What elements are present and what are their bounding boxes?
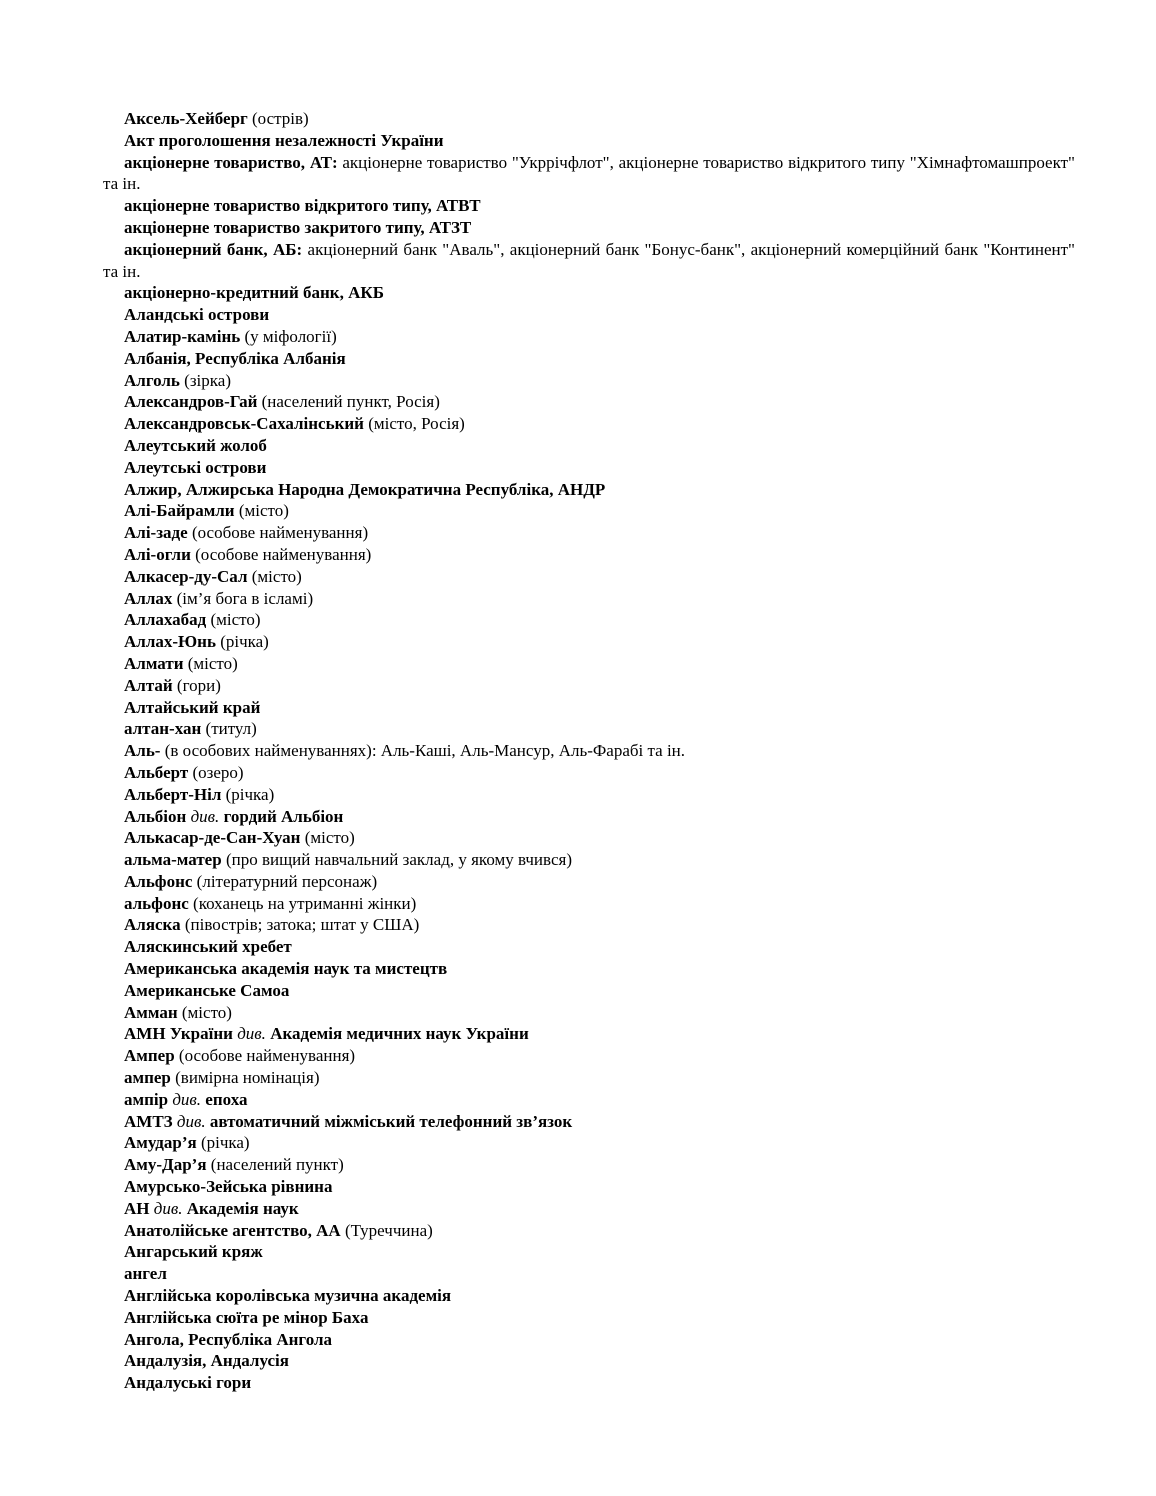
dictionary-entry — [103, 1089, 1075, 1111]
dictionary-entry — [103, 479, 1075, 501]
entry-headword: епоха — [201, 1089, 248, 1109]
entry-reference-marker: див. — [149, 1198, 183, 1218]
dictionary-entry — [103, 391, 1075, 413]
entry-headword: акціонерне товариство відкритого типу, АТВТ — [124, 196, 481, 216]
dictionary-entry — [103, 588, 1075, 610]
entry-note: акціонерний банк "Аваль", акціонерний банк "Бонус-банк", акціонерний комерційний банк "Континент" та ін. — [103, 239, 1075, 281]
dictionary-entry — [103, 1307, 1075, 1329]
entry-headword: Англійська королівська музична академія — [124, 1286, 452, 1306]
entry-headword: Алі-заде — [124, 523, 188, 543]
dictionary-entry — [103, 871, 1075, 893]
dictionary-entry — [103, 806, 1075, 828]
entry-note: (титул) — [201, 719, 257, 739]
entry-headword: альма-матер — [124, 850, 222, 870]
entry-note: (населений пункт, Росія) — [257, 392, 440, 412]
entry-note: (коханець на утриманні жінки) — [188, 893, 417, 913]
entry-headword: АМН України — [124, 1024, 233, 1044]
entry-headword: акціонерне товариство закритого типу, АТЗТ — [124, 217, 472, 237]
dictionary-entry — [103, 1002, 1075, 1024]
entry-headword: Алмати — [124, 653, 184, 673]
entry-note: (в особових найменуваннях): Аль-Каші, Аль-Мансур, Аль-Фарабі та ін. — [160, 741, 686, 761]
entry-headword: Алатир-камінь — [124, 326, 241, 346]
entry-headword: Ампер — [124, 1046, 175, 1066]
dictionary-entry — [103, 1372, 1075, 1394]
entry-note: (місто, Росія) — [363, 414, 465, 434]
entry-note: (літературний персонаж) — [192, 871, 378, 891]
entry-note: (зірка) — [179, 370, 231, 390]
dictionary-entry — [103, 544, 1075, 566]
entry-headword: Алтай — [124, 675, 173, 695]
entry-note: (особове найменування) — [190, 544, 372, 564]
entry-note: акціонерне товариство "Укррічфлот", акціонерне товариство відкритого типу "Хімнафтомашпроект" та ін. — [103, 152, 1075, 194]
dictionary-entry — [103, 282, 1075, 304]
entry-note: (місто) — [247, 566, 302, 586]
entry-headword: Альбіон — [124, 806, 187, 826]
entry-headword: Академія медичних наук України — [265, 1024, 529, 1044]
dictionary-entry — [103, 195, 1075, 217]
entry-note: (ім’я бога в ісламі) — [172, 588, 314, 608]
entry-note: (річка) — [215, 632, 269, 652]
entry-headword: Альберт-Ніл — [124, 784, 222, 804]
entry-headword: Аллах-Юнь — [124, 632, 216, 652]
entry-note: (вимірна номінація) — [170, 1068, 320, 1088]
entry-note: (населений пункт) — [206, 1155, 344, 1175]
entry-note: (півострів; затока; штат у США) — [180, 915, 420, 935]
entry-headword: акціонерний банк, АБ: — [124, 239, 303, 259]
entry-headword: Американська академія наук та мистецтв — [124, 959, 448, 979]
entry-headword: Александровськ-Сахалінський — [124, 414, 364, 434]
dictionary-entry — [103, 152, 1075, 196]
dictionary-entry — [103, 522, 1075, 544]
entry-note: (місто) — [183, 653, 238, 673]
entry-headword: Аллах — [124, 588, 173, 608]
dictionary-entry — [103, 740, 1075, 762]
entry-headword: Алжир, Алжирська Народна Демократична Республіка, АНДР — [124, 479, 606, 499]
entry-headword: Амурсько-Зейська рівнина — [124, 1177, 333, 1197]
entry-note: (озеро) — [188, 762, 244, 782]
entry-headword: Аландські острови — [124, 305, 270, 325]
dictionary-entry — [103, 980, 1075, 1002]
entry-headword: Акт проголошення незалежності України — [124, 130, 444, 150]
dictionary-entry — [103, 849, 1075, 871]
entry-headword: АН — [124, 1198, 150, 1218]
dictionary-entry — [103, 413, 1075, 435]
dictionary-entry — [103, 609, 1075, 631]
dictionary-entry — [103, 435, 1075, 457]
dictionary-entry — [103, 457, 1075, 479]
entry-headword: Аль- — [124, 741, 161, 761]
entry-headword: ангел — [124, 1264, 167, 1284]
entry-headword: Аксель-Хейберг — [124, 109, 248, 128]
dictionary-entry — [103, 1350, 1075, 1372]
dictionary-entry — [103, 370, 1075, 392]
dictionary-entry — [103, 675, 1075, 697]
entry-headword: Альберт — [124, 762, 189, 782]
entry-headword: Альфонс — [124, 871, 193, 891]
dictionary-entry — [103, 718, 1075, 740]
entry-headword: Алі-Байрамли — [124, 501, 235, 521]
entry-note: (гори) — [172, 675, 221, 695]
dictionary-entry — [103, 631, 1075, 653]
dictionary-entry — [103, 1045, 1075, 1067]
entry-headword: Англійська сюїта ре мінор Баха — [124, 1307, 369, 1327]
entry-headword: АМТЗ — [124, 1111, 173, 1131]
entry-headword: Амудар’я — [124, 1133, 197, 1153]
entry-headword: гордий Альбіон — [219, 806, 344, 826]
dictionary-entry — [103, 217, 1075, 239]
entry-headword: Алкасер-ду-Сал — [124, 566, 248, 586]
dictionary-entry — [103, 1111, 1075, 1133]
entry-headword: Алеутський жолоб — [124, 435, 267, 455]
entry-note: (острів) — [247, 109, 309, 128]
entry-note: (місто) — [206, 610, 261, 630]
entry-headword: акціонерне товариство, АТ: — [124, 152, 338, 172]
entry-headword: Алькасар-де-Сан-Хуан — [124, 828, 301, 848]
entry-note: (річка) — [221, 784, 275, 804]
entry-headword: Аляска — [124, 915, 181, 935]
entry-note: (місто) — [234, 501, 289, 521]
entry-headword: Ангарський кряж — [124, 1242, 263, 1262]
entry-headword: акціонерно-кредитний банк, АКБ — [124, 283, 384, 303]
entry-headword: Алголь — [124, 370, 180, 390]
entry-headword: Ангола, Республіка Ангола — [124, 1329, 333, 1349]
entry-headword: Аму-Дар’я — [124, 1155, 207, 1175]
entry-headword: автоматичний міжміський телефонний зв’язок — [205, 1111, 573, 1131]
entry-reference-marker: див. — [232, 1024, 266, 1044]
entry-headword: алтан-хан — [124, 719, 202, 739]
dictionary-entry — [103, 1154, 1075, 1176]
dictionary-entry — [103, 653, 1075, 675]
entry-note: (Туреччина) — [340, 1220, 433, 1240]
dictionary-entry — [103, 1285, 1075, 1307]
entry-headword: Андалуські гори — [124, 1373, 252, 1393]
entry-note: (місто) — [177, 1002, 232, 1022]
entry-headword: Алтайський край — [124, 697, 261, 717]
entry-note: (річка) — [196, 1133, 250, 1153]
dictionary-entry — [103, 108, 1075, 130]
dictionary-entry — [103, 348, 1075, 370]
entry-reference-marker: див. — [172, 1111, 206, 1131]
dictionary-entry — [103, 1329, 1075, 1351]
entry-note: (особове найменування) — [174, 1046, 356, 1066]
entry-note: (особове найменування) — [187, 523, 369, 543]
dictionary-entry — [103, 784, 1075, 806]
dictionary-entry — [103, 304, 1075, 326]
dictionary-entry — [103, 936, 1075, 958]
entry-headword: Американське Самоа — [124, 980, 290, 1000]
entry-headword: Алі-огли — [124, 544, 191, 564]
dictionary-entry — [103, 326, 1075, 348]
dictionary-entry — [103, 762, 1075, 784]
entry-headword: альфонс — [124, 893, 189, 913]
dictionary-entry — [103, 914, 1075, 936]
dictionary-entry — [103, 239, 1075, 283]
entry-headword: Алеутські острови — [124, 457, 267, 477]
dictionary-entry — [103, 827, 1075, 849]
entry-headword: Анатолійське агентство, АА — [124, 1220, 341, 1240]
dictionary-entry — [103, 1176, 1075, 1198]
entry-reference-marker: див. — [168, 1089, 202, 1109]
entry-headword: Амман — [124, 1002, 178, 1022]
dictionary-entry — [103, 1241, 1075, 1263]
entry-note: (місто) — [300, 828, 355, 848]
entry-headword: Албанія, Республіка Албанія — [124, 348, 346, 368]
entry-headword: Андалузія, Андалусія — [124, 1351, 289, 1371]
entry-headword: Аляскинський хребет — [124, 937, 292, 957]
dictionary-entry — [103, 566, 1075, 588]
entry-headword: ампір — [124, 1089, 169, 1109]
dictionary-entry — [103, 1067, 1075, 1089]
dictionary-entry — [103, 697, 1075, 719]
dictionary-entry — [103, 1023, 1075, 1045]
dictionary-entry — [103, 500, 1075, 522]
dictionary-entry — [103, 1198, 1075, 1220]
entry-note: (про вищий навчальний заклад, у якому вчився) — [221, 850, 572, 870]
dictionary-page — [103, 108, 1075, 1394]
dictionary-entry — [103, 1132, 1075, 1154]
dictionary-entry — [103, 893, 1075, 915]
entry-reference-marker: див. — [186, 806, 220, 826]
dictionary-entry — [103, 1263, 1075, 1285]
dictionary-entry — [103, 958, 1075, 980]
entry-headword: Аллахабад — [124, 610, 207, 630]
entry-note: (у міфології) — [240, 326, 337, 346]
entry-headword: Александров-Гай — [124, 392, 258, 412]
dictionary-entry — [103, 130, 1075, 152]
entry-headword: Академія наук — [182, 1198, 299, 1218]
entry-headword: ампер — [124, 1068, 171, 1088]
dictionary-entry — [103, 1220, 1075, 1242]
